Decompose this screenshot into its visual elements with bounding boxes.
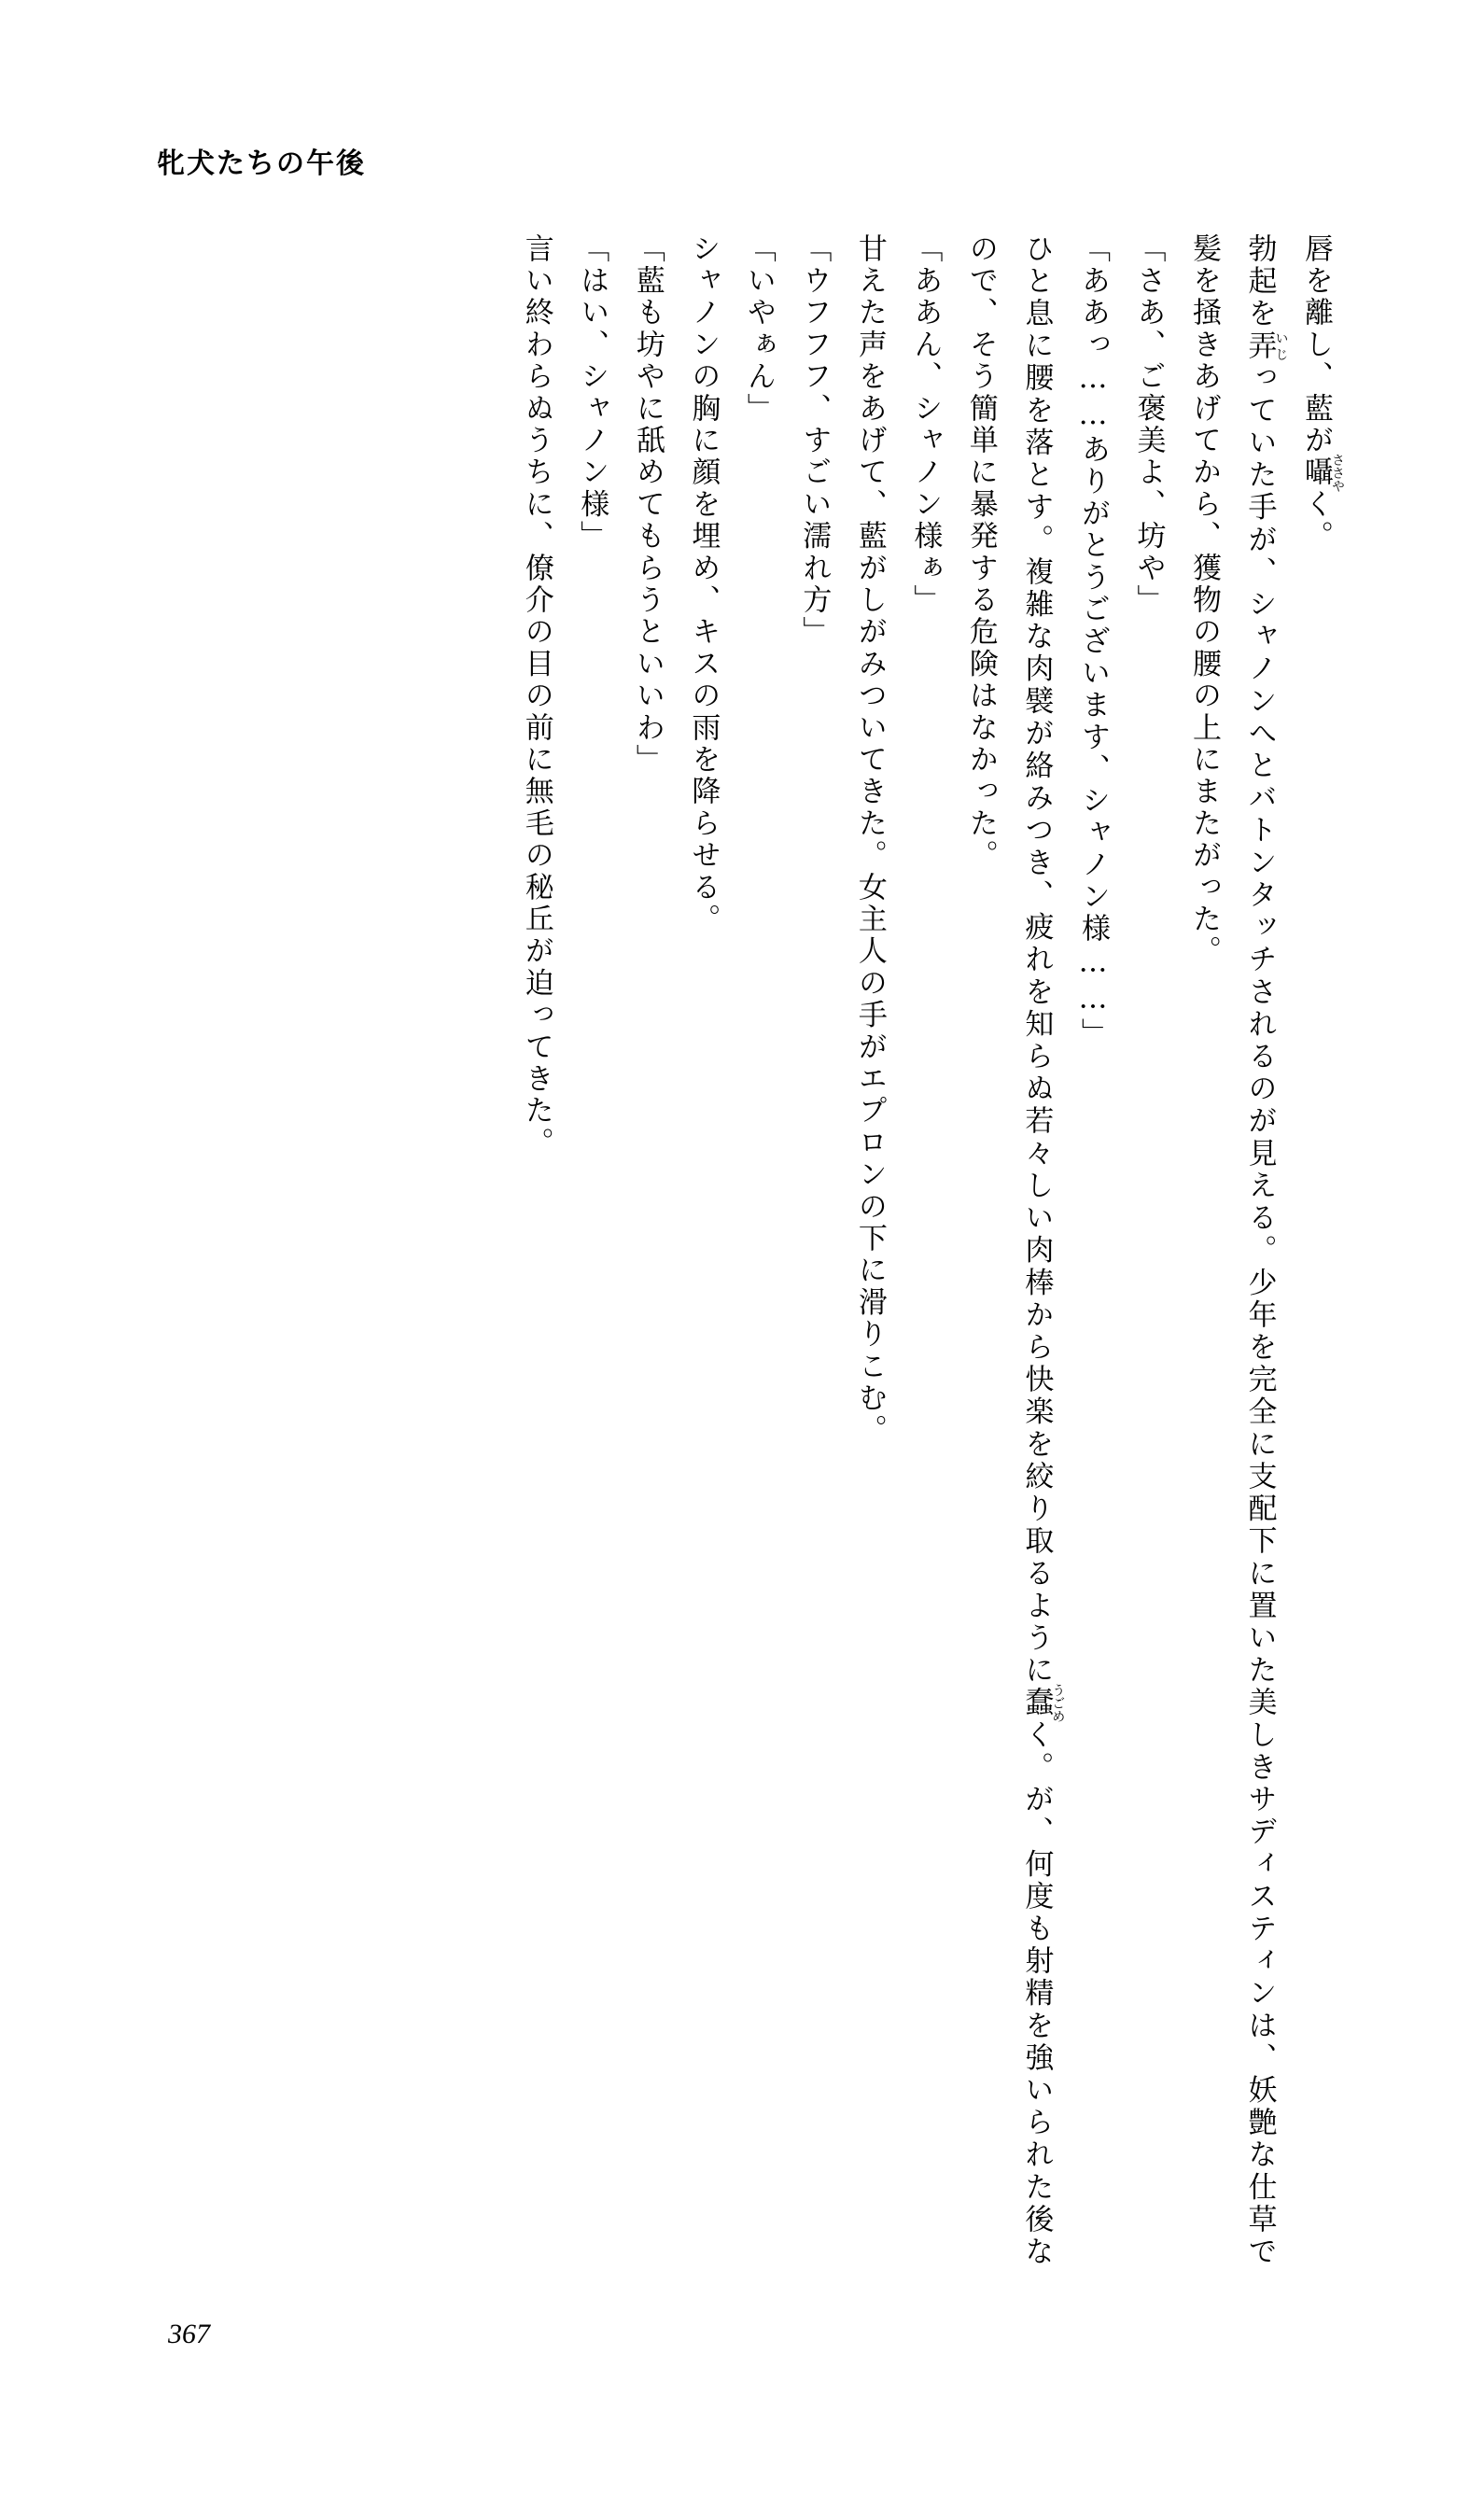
dialogue-line: 「ああん、シャノン様ぁ」 [908, 233, 943, 617]
page-number: 367 [168, 2319, 210, 2349]
dialogue-line: 「いやぁん」 [741, 233, 776, 426]
dialogue-line: 「ああっ……ありがとうございます、シャノン様……」 [1075, 233, 1110, 1050]
paragraph: ひと息に腰を落とす。複雑な肉襞が絡みつき、疲れを知らぬ若々しい肉棒から快楽を絞り取るように蠢うごめく。が、何度も射精を強いられた後なので、そう簡単に暴発する危険はなかった。 [963, 233, 1066, 2268]
running-head: 牝犬たちの午後 [157, 147, 366, 180]
paragraph: 言い終わらぬうちに、僚介の目の前に無毛の秘丘が迫ってきた。 [519, 233, 553, 1159]
paragraph: 甘えた声をあげて、藍がしがみついてきた。女主人の手がエプロンの下に滑りこむ。 [852, 233, 887, 1447]
dialogue-line: 「藍も坊やに舐めてもらうといいわ」 [630, 233, 665, 777]
body-text [196, 233, 1344, 2268]
ruby-annotation: 囁ささや [1299, 453, 1345, 493]
dialogue-line: 「ウフフフ、すごい濡れ方」 [797, 233, 832, 649]
ruby-annotation: 弄いじ [1242, 329, 1289, 363]
dialogue-line: 「さあ、ご褒美よ、坊や」 [1131, 233, 1166, 617]
ruby-annotation: 蠢うごめ [1019, 1683, 1066, 1723]
paragraph: 勃起を弄いじっていた手が、シャノンへとバトンタッチされるのが見える。少年を完全に支配下に置いた美しきサディスティンは、妖艶な仕草で髪を掻きあげてから、獲物の腰の上にまたがった。 [1186, 233, 1289, 2268]
paragraph: シャノンの胸に顔を埋め、キスの雨を降らせる。 [686, 233, 721, 936]
paragraph: 唇を離し、藍が囁ささやく。 [1299, 233, 1345, 554]
dialogue-line: 「はい、シャノン様」 [575, 233, 609, 553]
